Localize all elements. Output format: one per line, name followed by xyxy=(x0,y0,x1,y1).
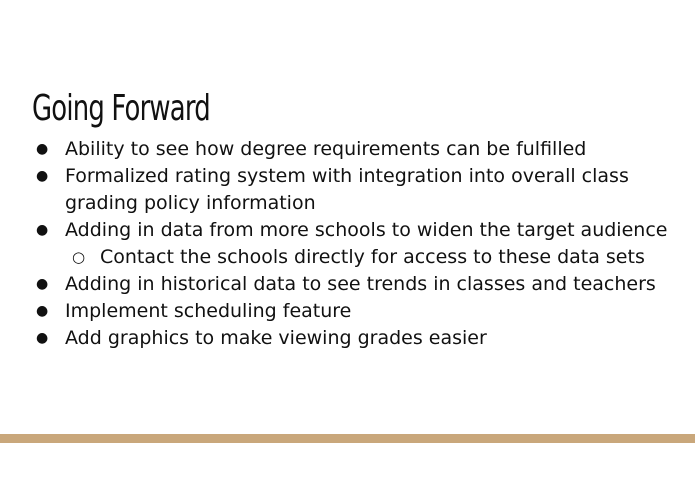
bullet-text: Adding in historical data to see trends in classes and teachers xyxy=(65,273,656,295)
bullet-text: Ability to see how degree requirements can be fulfilled xyxy=(65,138,587,160)
sub-bullet-item xyxy=(0,244,695,271)
bullet-text-line-2: grading policy information xyxy=(65,192,316,214)
slide-title: Going Forward xyxy=(32,88,210,129)
bullet-text: Adding in data from more schools to widen the target audience xyxy=(65,219,668,241)
bullet-marker: ● xyxy=(36,141,49,157)
bullet-text: Implement scheduling feature xyxy=(65,300,352,322)
bullet-marker: ● xyxy=(36,276,49,292)
bullet-item xyxy=(0,136,695,163)
bullet-marker: ● xyxy=(36,303,49,319)
bullet-list xyxy=(0,136,695,352)
bullet-marker: ● xyxy=(36,330,49,346)
bullet-text-line-1: Formalized rating system with integration into overall class xyxy=(65,165,629,187)
bullet-text: Add graphics to make viewing grades easier xyxy=(65,327,487,349)
sub-bullet-marker: ○ xyxy=(72,248,86,266)
bullet-item xyxy=(0,298,695,325)
bullet-item xyxy=(0,217,695,244)
sub-bullet-text: Contact the schools directly for access to these data sets xyxy=(100,246,645,268)
bullet-item xyxy=(0,325,695,352)
bullet-item xyxy=(0,271,695,298)
bullet-item xyxy=(0,163,695,217)
bullet-marker: ● xyxy=(36,168,49,184)
bullet-marker: ● xyxy=(36,222,49,238)
accent-bar xyxy=(0,434,695,443)
